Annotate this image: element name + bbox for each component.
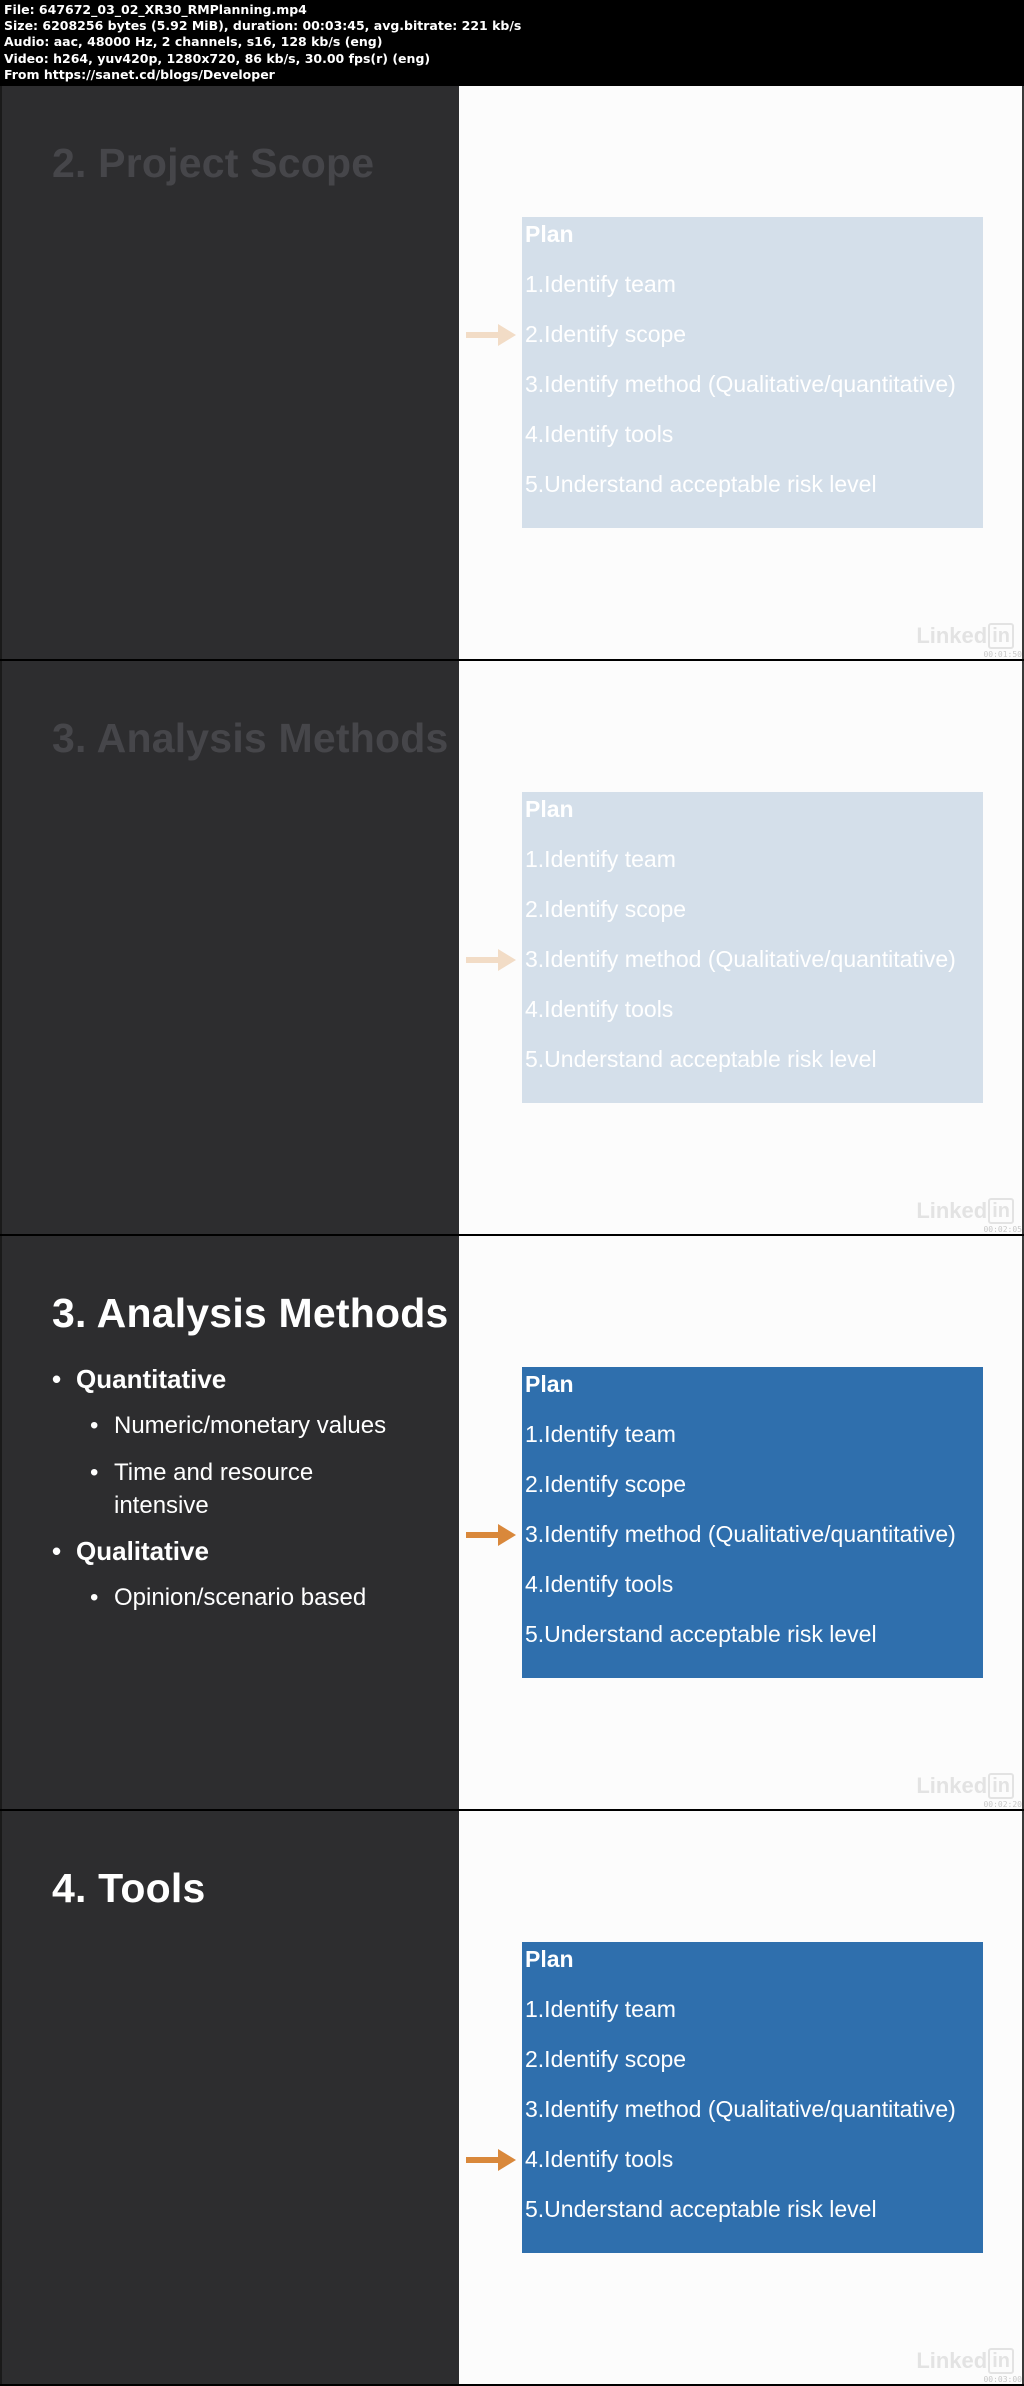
plan-item-method: 3.Identify method (Qualitative/quantitative) (525, 371, 956, 397)
plan-item-scope: 2.Identify scope (525, 2046, 687, 2072)
bullet-quantitative: • Quantitative (52, 1364, 452, 1395)
video-frame-analysis-methods-faded (0, 661, 1024, 1234)
bullet-list (52, 1364, 452, 1628)
plan-item-tools: 4.Identify tools (525, 421, 674, 447)
slide-title: 3. Analysis Methods (52, 1290, 449, 1336)
linkedin-logo: Linked in (916, 623, 1014, 649)
linkedin-logo: Linked in (916, 2348, 1014, 2374)
plan-box (522, 792, 983, 1103)
plan-box (522, 217, 983, 528)
plan-item-method: 3.Identify method (Qualitative/quantitative) (525, 2096, 956, 2122)
timestamp: 00:02:20 (983, 1800, 1022, 1809)
bullet-qualitative: • Qualitative (52, 1536, 452, 1567)
plan-item-scope: 2.Identify scope (525, 321, 687, 347)
plan-item-scope: 2.Identify scope (525, 896, 687, 922)
file-info-line: Size: 6208256 bytes (5.92 MiB), duration: 00:03:45, avg.bitrate: 221 kb/s (4, 18, 522, 34)
sub-bullet: • Numeric/monetary values (52, 1409, 452, 1442)
file-info-line: File: 647672_03_02_XR30_RMPlanning.mp4 (4, 2, 307, 17)
arrow-icon (466, 324, 516, 346)
file-info-header (0, 0, 1024, 85)
plan-box (522, 1367, 983, 1678)
timestamp: 00:01:50 (983, 650, 1022, 659)
file-info-line: From https://sanet.cd/blogs/Developer (4, 66, 275, 82)
timestamp: 00:02:05 (983, 1225, 1022, 1234)
plan-item-team: 1.Identify team (525, 1421, 676, 1447)
timestamp: 00:03:00 (983, 2375, 1022, 2384)
plan-item-scope: 2.Identify scope (525, 1471, 687, 1497)
plan-title: Plan (525, 221, 574, 247)
plan-box (522, 1942, 983, 2253)
arrow-icon (466, 949, 516, 971)
plan-item-method: 3.Identify method (Qualitative/quantitative) (525, 946, 956, 972)
plan-item-method: 3.Identify method (Qualitative/quantitative) (525, 1521, 956, 1547)
plan-item-risk-level: 5.Understand acceptable risk level (525, 1621, 877, 1647)
file-info-line: Audio: aac, 48000 Hz, 2 channels, s16, 128 kb/s (eng) (4, 34, 383, 50)
plan-item-tools: 4.Identify tools (525, 1571, 674, 1597)
plan-title: Plan (525, 1946, 574, 1972)
plan-title: Plan (525, 1371, 574, 1397)
linkedin-logo: Linked in (916, 1198, 1014, 1224)
sub-bullet: • Time and resource intensive (52, 1456, 342, 1522)
slide-title: 4. Tools (52, 1865, 206, 1911)
plan-item-risk-level: 5.Understand acceptable risk level (525, 1046, 877, 1072)
slide-title: 3. Analysis Methods (52, 715, 449, 761)
plan-item-team: 1.Identify team (525, 271, 676, 297)
linkedin-logo: Linked in (916, 1773, 1014, 1799)
plan-item-tools: 4.Identify tools (525, 996, 674, 1022)
video-frame-tools (0, 1811, 1024, 2384)
arrow-icon (466, 2149, 516, 2171)
video-frame-analysis-methods (0, 1236, 1024, 1809)
plan-item-risk-level: 5.Understand acceptable risk level (525, 2196, 877, 2222)
plan-item-team: 1.Identify team (525, 1996, 676, 2022)
file-info-line: Video: h264, yuv420p, 1280x720, 86 kb/s, 30.00 fps(r) (eng) (4, 50, 431, 66)
plan-item-risk-level: 5.Understand acceptable risk level (525, 471, 877, 497)
sub-bullet: • Opinion/scenario based (52, 1581, 452, 1614)
plan-item-team: 1.Identify team (525, 846, 676, 872)
slide-title: 2. Project Scope (52, 140, 375, 186)
plan-item-tools: 4.Identify tools (525, 2146, 674, 2172)
video-frame-project-scope (0, 86, 1024, 659)
plan-title: Plan (525, 796, 574, 822)
arrow-icon (466, 1524, 516, 1546)
